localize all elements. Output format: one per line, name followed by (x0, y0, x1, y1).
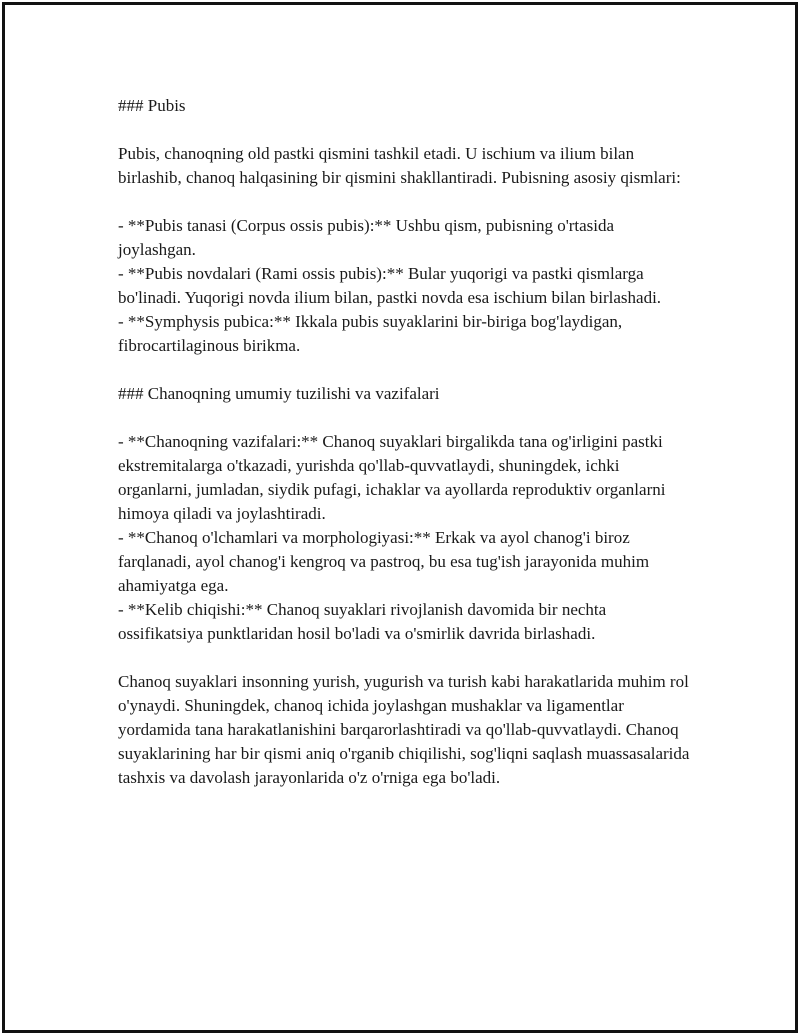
heading-chanoq: ### Chanoqning umumiy tuzilishi va vazifalari (118, 384, 440, 403)
intro-paragraph: Pubis, chanoqning old pastki qismini tashkil etadi. U ischium va ilium bilan birlashib, chanoq halqasining bir qismini shakllantiradi. Pubisning asosiy qismlari: (118, 144, 681, 187)
list-item: - **Chanoq o'lchamlari va morphologiyasi:** Erkak va ayol chanog'i biroz farqlanadi, ayol chanog'i kengroq va pastroq, bu esa tug'ish jarayonida muhim ahamiyatga ega. (118, 528, 650, 595)
spacer (118, 118, 693, 142)
list-item: - **Pubis tanasi (Corpus ossis pubis):** Ushbu qism, pubisning o'rtasida joylashgan. (118, 216, 615, 259)
spacer (118, 646, 693, 670)
closing-paragraph: Chanoq suyaklari insonning yurish, yugurish va turish kabi harakatlarida muhim rol o'ynaydi. Shuningdek, chanoq ichida joylashgan mushaklar va ligamentlar yordamida tana harakatlanishini barqarorlashtiradi va qo'llab-quvvatlaydi. Chanoq suyaklarining har bir qismi aniq o'rganib chiqilishi, sog'liqni saqlash muassasalarida tashxis va davolash jarayonlarida o'z o'rniga ega bo'ladi. (118, 672, 690, 787)
list-item: - **Symphysis pubica:** Ikkala pubis suyaklarini bir-biriga bog'laydigan, fibrocartilaginous birikma. (118, 312, 623, 355)
spacer (118, 358, 693, 382)
document-body (118, 94, 693, 790)
list-item: - **Chanoqning vazifalari:** Chanoq suyaklari birgalikda tana og'irligini pastki ekstremitalarga o'tkazadi, yurishda qo'llab-quvvatlaydi, shuningdek, ichki organlarni, jumladan, siydik pufagi, ichaklar va ayollarda reproduktiv organlarni himoya qiladi va joylashtiradi. (118, 432, 666, 523)
heading-pubis: ### Pubis (118, 96, 186, 115)
spacer (118, 406, 693, 430)
spacer (118, 190, 693, 214)
list-item: - **Kelib chiqishi:** Chanoq suyaklari rivojlanish davomida bir nechta ossifikatsiya punktlaridan hosil bo'ladi va o'smirlik davrida birlashadi. (118, 600, 607, 643)
list-item: - **Pubis novdalari (Rami ossis pubis):** Bular yuqorigi va pastki qismlarga bo'linadi. Yuqorigi novda ilium bilan, pastki novda esa ischium bilan birlashadi. (118, 264, 662, 307)
